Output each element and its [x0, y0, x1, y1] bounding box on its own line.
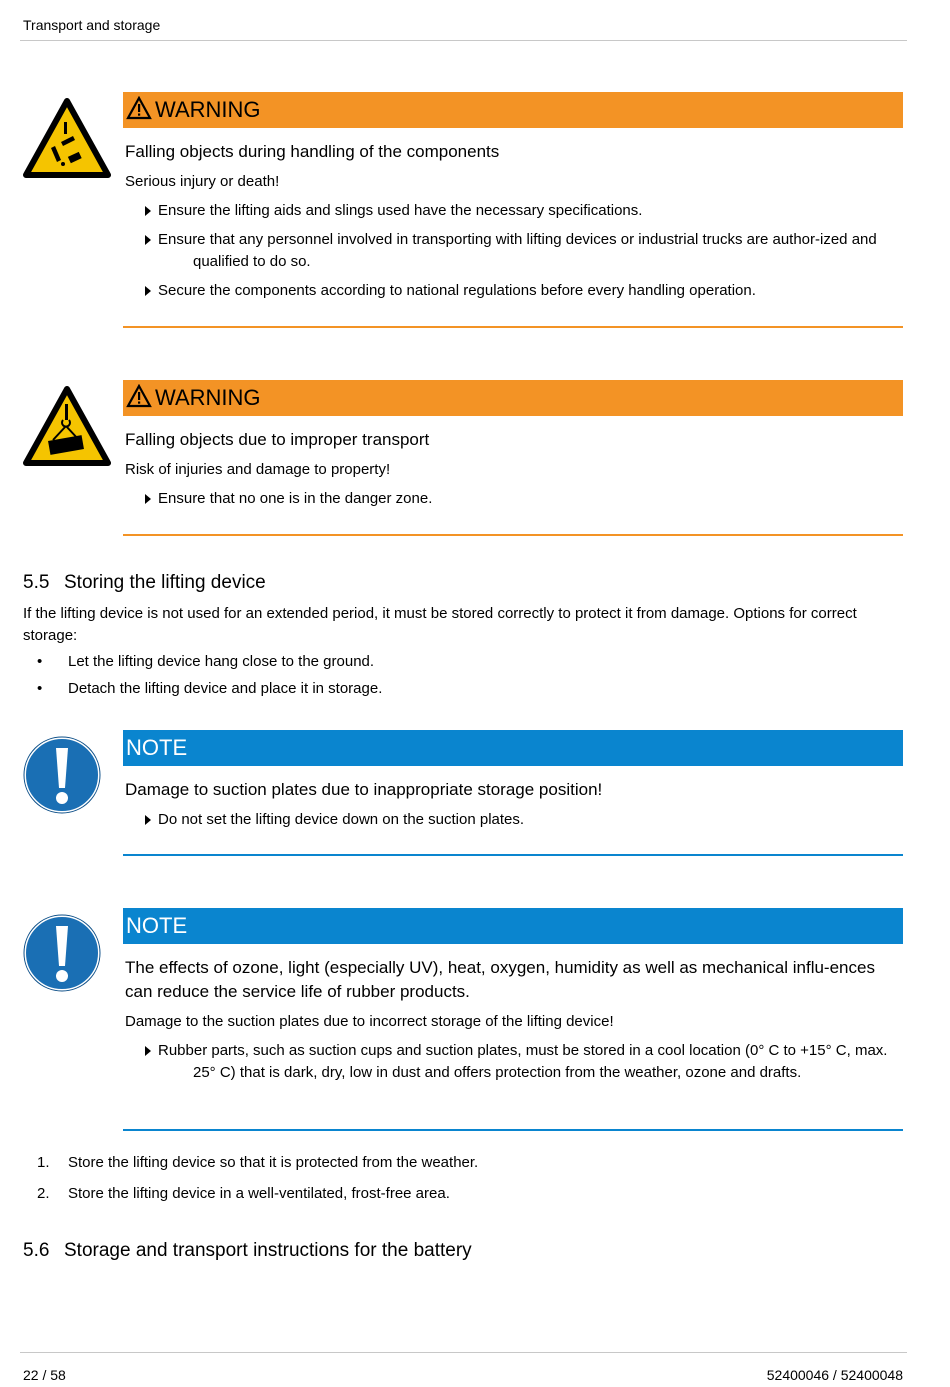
exclamation-mandatory-icon — [23, 914, 101, 992]
hazard-triangle-icon — [126, 96, 152, 120]
warning-signal-bar — [123, 92, 903, 128]
section-heading-5-6: 5.6 Storage and transport instructions for the battery — [23, 1240, 472, 1261]
hazard-cause: Falling objects during handling of the components — [125, 142, 500, 161]
section-intro: If the lifting device is not used for an extended period, it must be stored correctly to protect it from damage. Options for correct storage: — [23, 605, 857, 644]
action-item: Ensure that no one is in the danger zone. — [145, 488, 905, 510]
arrow-right-icon — [145, 815, 151, 825]
step-item: 1. Store the lifting device so that it is protected from the weather. — [37, 1154, 479, 1171]
hazard-effect: Risk of injuries and damage to property! — [125, 461, 391, 478]
signal-word: NOTE — [126, 913, 188, 938]
section-heading-5-5: 5.5 Storing the lifting device — [23, 572, 266, 593]
hazard-cause: Falling objects due to improper transport — [125, 430, 430, 449]
action-item: Do not set the lifting device down on the suction plates. — [145, 809, 905, 831]
arrow-right-icon — [145, 494, 151, 504]
list-item: • Let the lifting device hang close to the ground. — [37, 653, 375, 670]
document-numbers: 52400046 / 52400048 — [766, 1367, 903, 1383]
hazard-triangle-icon — [126, 384, 152, 408]
step-item: 2. Store the lifting device in a well-ventilated, frost-free area. — [37, 1185, 450, 1202]
action-item: Rubber parts, such as suction cups and suction plates, must be stored in a cool location (0° C to +15° C, max. 25° C) that is dark, dry, low in dust and offers protection from the weather, ozone and drafts. — [145, 1040, 895, 1084]
list-item: • Detach the lifting device and place it in storage. — [37, 680, 383, 697]
falling-objects-warning-icon — [23, 98, 111, 178]
arrow-right-icon — [145, 286, 151, 296]
warning-end-rule — [123, 534, 903, 536]
action-item: Secure the components according to national regulations before every handling operation. — [145, 280, 905, 302]
note-end-rule — [123, 1129, 903, 1131]
action-item: Ensure the lifting aids and slings used have the necessary specifications. — [145, 200, 905, 222]
running-header: Transport and storage — [23, 17, 161, 33]
note-cause: The effects of ozone, light (especially UV), heat, oxygen, humidity as well as mechanical influ-ences can reduce the service life of rubber products. — [125, 958, 875, 1001]
warning-end-rule — [123, 326, 903, 328]
arrow-right-icon — [145, 1046, 151, 1056]
note-signal-bar — [123, 908, 903, 944]
note-cause: Damage to suction plates due to inappropriate storage position! — [125, 780, 603, 799]
signal-word: NOTE — [126, 735, 188, 760]
footer-rule — [20, 1352, 907, 1353]
suspended-load-warning-icon — [23, 386, 111, 466]
signal-word: WARNING — [155, 385, 261, 410]
action-item: Ensure that any personnel involved in transporting with lifting devices or industrial trucks are author-ized and qualified to do so. — [145, 229, 905, 273]
header-rule — [20, 40, 907, 41]
signal-word: WARNING — [155, 97, 261, 122]
arrow-right-icon — [145, 206, 151, 216]
note-signal-bar — [123, 730, 903, 766]
hazard-effect: Serious injury or death! — [125, 173, 280, 190]
note-effect: Damage to the suction plates due to incorrect storage of the lifting device! — [125, 1013, 614, 1030]
arrow-right-icon — [145, 235, 151, 245]
page-number: 22 / 58 — [23, 1367, 66, 1383]
warning-signal-bar — [123, 380, 903, 416]
exclamation-mandatory-icon — [23, 736, 101, 814]
note-end-rule — [123, 854, 903, 856]
